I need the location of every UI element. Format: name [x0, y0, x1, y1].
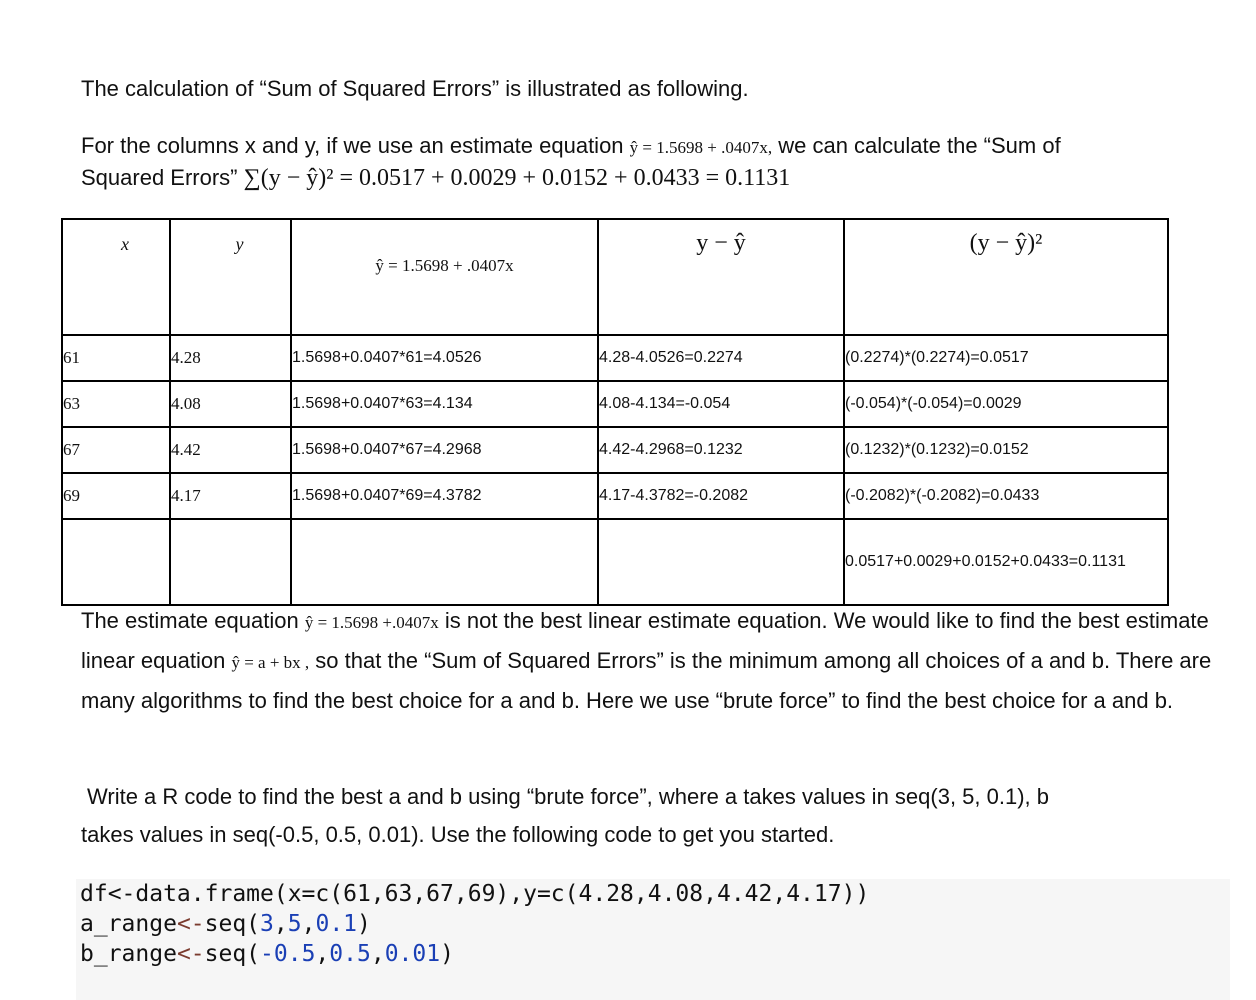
code-line: b_range<-seq(-0.5,0.5,0.01) [80, 941, 454, 967]
cell-empty [170, 519, 291, 605]
cell-squared: (-0.054)*(-0.054)=0.0029 [844, 381, 1168, 427]
cell-yhat: 1.5698+0.0407*61=4.0526 [291, 335, 598, 381]
cell-squared: (0.2274)*(0.2274)=0.0517 [844, 335, 1168, 381]
header-y: y [170, 219, 291, 335]
header-yhat: ŷ = 1.5698 + .0407x [291, 219, 598, 335]
header-squared-residual: (y − ŷ)² [844, 219, 1168, 335]
code-line: a_range<-seq(3,5,0.1) [80, 911, 371, 937]
code-line: df<-data.frame(x=c(61,63,67,69),y=c(4.28,4.08,4.42,4.17)) [80, 881, 870, 907]
header-residual: y − ŷ [598, 219, 844, 335]
cell-squared: (-0.2082)*(-0.2082)=0.0433 [844, 473, 1168, 519]
cell-residual: 4.42-4.2968=0.1232 [598, 427, 844, 473]
cell-x: 69 [62, 473, 170, 519]
cell-x: 61 [62, 335, 170, 381]
best-fit-paragraph [81, 602, 1231, 720]
estimate-equation: ŷ = 1.5698 + .0407x, [629, 138, 773, 157]
cell-yhat: 1.5698+0.0407*63=4.134 [291, 381, 598, 427]
cell-yhat: 1.5698+0.0407*69=4.3782 [291, 473, 598, 519]
cell-total: 0.0517+0.0029+0.0152+0.0433=0.1131 [844, 519, 1168, 605]
estimate-text-c: Squared Errors” [81, 165, 244, 190]
cell-x: 63 [62, 381, 170, 427]
best-fit-text-c: so that the “Sum of Squared Errors” is the minimum among all choices of a and b. There are many algorithms to find the best choice for a and b. Here we use “brute force” to find the best choice for a and b. [81, 648, 1212, 713]
header-x: x [62, 219, 170, 335]
table-total-row [62, 519, 1168, 605]
cell-residual: 4.08-4.134=-0.054 [598, 381, 844, 427]
best-fit-eq2: ŷ = a + bx , [231, 653, 310, 672]
cell-y: 4.08 [170, 381, 291, 427]
estimate-text-a: For the columns x and y, if we use an estimate equation [81, 133, 630, 158]
estimate-text-b: we can calculate the “Sum of [772, 133, 1061, 158]
task-line-2: takes values in seq(-0.5, 0.5, 0.01). Use the following code to get you started. [81, 822, 835, 847]
cell-empty [598, 519, 844, 605]
table-header-row [62, 219, 1168, 335]
table-row [62, 427, 1168, 473]
cell-empty [62, 519, 170, 605]
cell-residual: 4.17-4.3782=-0.2082 [598, 473, 844, 519]
cell-empty [291, 519, 598, 605]
cell-residual: 4.28-4.0526=0.2274 [598, 335, 844, 381]
sse-table [61, 218, 1169, 606]
cell-y: 4.28 [170, 335, 291, 381]
cell-y: 4.42 [170, 427, 291, 473]
sse-equation: ∑(y − ŷ)² = 0.0517 + 0.0029 + 0.0152 + 0.0433 = 0.1131 [243, 165, 791, 191]
task-paragraph [81, 778, 1231, 854]
estimate-paragraph [81, 131, 1231, 193]
cell-yhat: 1.5698+0.0407*67=4.2968 [291, 427, 598, 473]
best-fit-text-a: The estimate equation [81, 608, 305, 633]
table-row [62, 381, 1168, 427]
cell-x: 67 [62, 427, 170, 473]
cell-squared: (0.1232)*(0.1232)=0.0152 [844, 427, 1168, 473]
code-block [76, 879, 1230, 1000]
best-fit-eq1: ŷ = 1.5698 +.0407x [304, 613, 439, 632]
table-row [62, 473, 1168, 519]
task-line-1: Write a R code to find the best a and b using “brute force”, where a takes values in seq(3, 5, 0.1), b [87, 784, 1050, 809]
table-row [62, 335, 1168, 381]
intro-text: The calculation of “Sum of Squared Errors” is illustrated as following. [81, 76, 749, 101]
cell-y: 4.17 [170, 473, 291, 519]
best-fit-text-b: is not the best linear estimate equation. We would like to find the best estimate linear equation [81, 608, 1209, 673]
